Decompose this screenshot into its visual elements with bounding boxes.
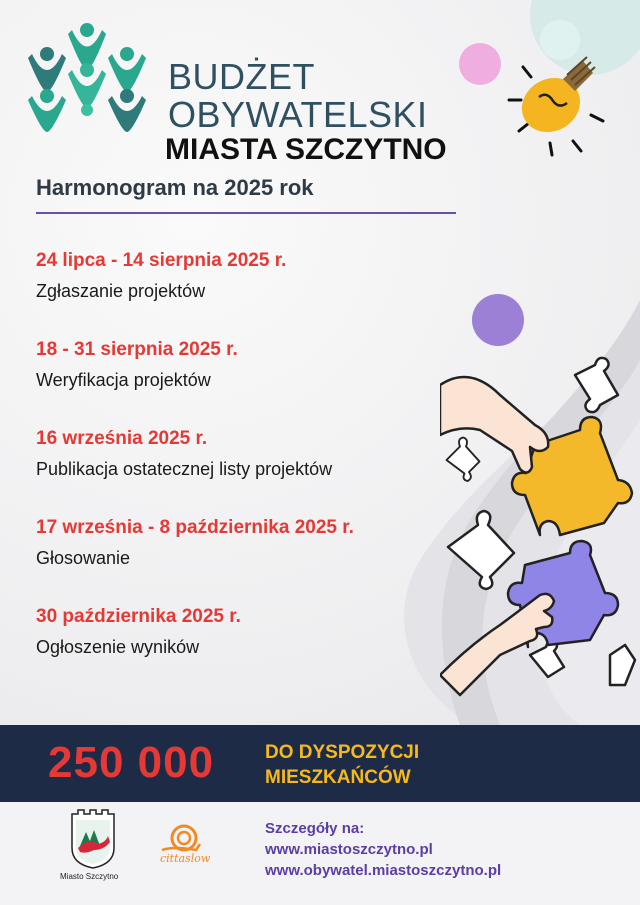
title-line-3: MIASTA SZCZYTNO xyxy=(165,133,447,166)
title-line-1: BUDŻET xyxy=(168,56,315,97)
schedule-label: Zgłaszanie projektów xyxy=(36,281,206,301)
budget-logo xyxy=(22,18,152,138)
budget-caption-line-1: DO DYSPOZYCJI xyxy=(265,742,420,763)
schedule-item-5 xyxy=(36,606,241,658)
website-link-1[interactable]: www.miastoszczytno.pl xyxy=(265,841,433,858)
schedule-label: Weryfikacja projektów xyxy=(36,370,211,390)
city-crest-icon xyxy=(68,808,118,870)
schedule-item-2 xyxy=(36,339,238,391)
crest-caption: Miasto Szczytno xyxy=(60,872,119,881)
schedule-date: 24 lipca - 14 sierpnia 2025 r. xyxy=(36,250,287,271)
schedule-date: 17 września - 8 października 2025 r. xyxy=(36,517,354,538)
schedule-date: 18 - 31 sierpnia 2025 r. xyxy=(36,339,238,360)
title-line-2: OBYWATELSKI xyxy=(168,94,428,135)
details-label: Szczegóły na: xyxy=(265,820,365,837)
cittaslow-label: cittaslow xyxy=(160,852,211,865)
schedule-label: Publikacja ostatecznej listy projektów xyxy=(36,459,333,479)
schedule-date: 30 października 2025 r. xyxy=(36,606,241,627)
schedule-heading: Harmonogram na 2025 rok xyxy=(36,175,314,200)
budget-caption-line-2: MIESZKAŃCÓW xyxy=(265,767,411,788)
cittaslow-logo xyxy=(152,820,212,866)
puzzle-hands-illustration xyxy=(440,355,640,715)
schedule-item-1 xyxy=(36,250,286,302)
budget-caption xyxy=(265,740,419,790)
budget-amount: 250 000 xyxy=(48,738,215,787)
schedule-item-3 xyxy=(36,428,332,480)
schedule-item-4 xyxy=(36,517,354,569)
website-link-2[interactable]: www.obywatel.miastoszczytno.pl xyxy=(265,862,502,879)
schedule-date: 16 września 2025 r. xyxy=(36,428,208,449)
schedule-label: Ogłoszenie wyników xyxy=(36,637,200,657)
schedule-label: Głosowanie xyxy=(36,548,131,568)
heading-divider xyxy=(36,212,456,214)
lightbulb-icon xyxy=(505,45,615,160)
